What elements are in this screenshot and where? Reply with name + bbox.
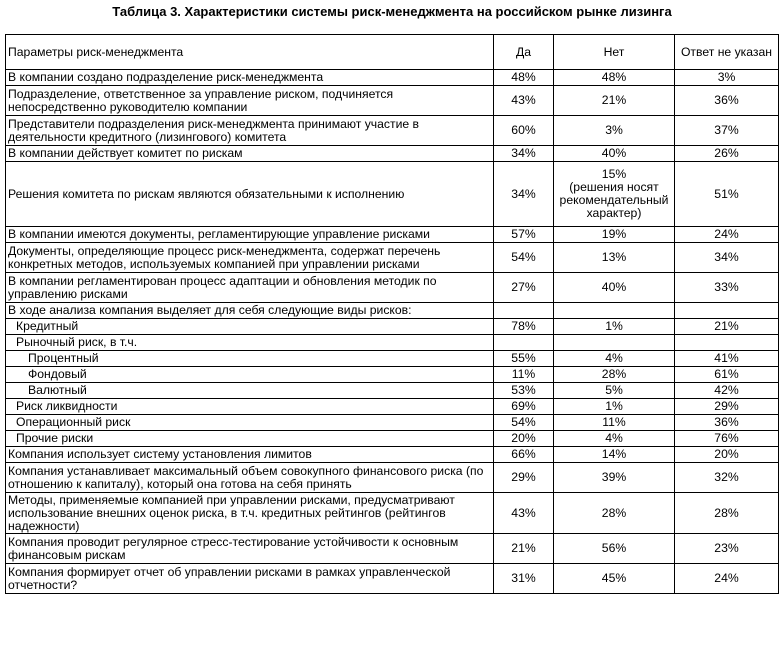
row-na: 51% — [675, 162, 779, 227]
row-no-note: (решения носят рекомендательный характер) — [559, 180, 669, 220]
table-row — [6, 243, 779, 273]
row-no: 11% — [554, 415, 675, 431]
row-na: 42% — [675, 383, 779, 399]
row-yes: 43% — [494, 493, 554, 534]
row-yes: 54% — [494, 415, 554, 431]
row-param: Риск ликвидности — [6, 399, 494, 415]
row-na: 3% — [675, 70, 779, 86]
row-yes: 55% — [494, 351, 554, 367]
row-na: 37% — [675, 116, 779, 146]
row-na: 36% — [675, 415, 779, 431]
risk-management-table — [5, 34, 779, 594]
row-na: 24% — [675, 564, 779, 594]
row-na: 41% — [675, 351, 779, 367]
row-yes: 69% — [494, 399, 554, 415]
row-param: Рыночный риск, в т.ч. — [6, 335, 494, 351]
row-no: 5% — [554, 383, 675, 399]
row-no — [554, 335, 675, 351]
row-param: В ходе анализа компания выделяет для себя следующие виды рисков: — [6, 303, 494, 319]
row-na: 76% — [675, 431, 779, 447]
row-param: В компании действует комитет по рискам — [6, 146, 494, 162]
row-yes: 29% — [494, 463, 554, 493]
table-row — [6, 273, 779, 303]
table-row — [6, 534, 779, 564]
row-no: 4% — [554, 351, 675, 367]
row-param: Кредитный — [6, 319, 494, 335]
header-na: Ответ не указан — [675, 35, 779, 70]
table-row — [6, 399, 779, 415]
row-yes — [494, 303, 554, 319]
row-param: В компании создано подразделение риск-менеджмента — [6, 70, 494, 86]
row-param: Представители подразделения риск-менеджмента принимают участие в деятельности кредитного (лизингового) комитета — [6, 116, 494, 146]
row-no: 1% — [554, 319, 675, 335]
table-row — [6, 564, 779, 594]
row-na: 36% — [675, 86, 779, 116]
row-yes: 31% — [494, 564, 554, 594]
row-yes: 66% — [494, 447, 554, 463]
row-na: 28% — [675, 493, 779, 534]
row-na: 26% — [675, 146, 779, 162]
row-yes: 60% — [494, 116, 554, 146]
table-row — [6, 415, 779, 431]
row-yes: 57% — [494, 227, 554, 243]
table-row — [6, 162, 779, 227]
row-param: Компания формирует отчет об управлении рисками в рамках управленческой отчетности? — [6, 564, 494, 594]
row-param: Подразделение, ответственное за управление риском, подчиняется непосредственно руководителю компании — [6, 86, 494, 116]
header-param: Параметры риск-менеджмента — [6, 35, 494, 70]
row-na: 32% — [675, 463, 779, 493]
header-row — [6, 35, 779, 70]
row-na: 21% — [675, 319, 779, 335]
row-yes: 34% — [494, 146, 554, 162]
row-param: Компания устанавливает максимальный объем совокупного финансового риска (по отношению к капиталу), который она готова на себя принять — [6, 463, 494, 493]
row-no — [554, 303, 675, 319]
row-no: 14% — [554, 447, 675, 463]
row-na: 33% — [675, 273, 779, 303]
row-param: Решения комитета по рискам являются обязательными к исполнению — [6, 162, 494, 227]
row-param: Документы, определяющие процесс риск-менеджмента, содержат перечень конкретных методов, используемых компанией при управлении рисками — [6, 243, 494, 273]
row-param: В компании регламентирован процесс адаптации и обновления методик по управлению рисками — [6, 273, 494, 303]
row-no-value: 15% — [601, 167, 627, 181]
header-yes: Да — [494, 35, 554, 70]
row-param: Фондовый — [6, 367, 494, 383]
table-row — [6, 227, 779, 243]
row-yes: 54% — [494, 243, 554, 273]
table-row — [6, 319, 779, 335]
row-no: 3% — [554, 116, 675, 146]
header-no: Нет — [554, 35, 675, 70]
row-na: 61% — [675, 367, 779, 383]
row-na — [675, 335, 779, 351]
row-na: 34% — [675, 243, 779, 273]
row-param: Компания использует систему установления лимитов — [6, 447, 494, 463]
row-yes: 53% — [494, 383, 554, 399]
row-yes: 43% — [494, 86, 554, 116]
table-title: Таблица 3. Характеристики системы риск-менеджмента на российском рынке лизинга — [112, 4, 672, 19]
row-no: 40% — [554, 146, 675, 162]
row-yes: 78% — [494, 319, 554, 335]
row-no: 4% — [554, 431, 675, 447]
row-no: 56% — [554, 534, 675, 564]
row-no: 40% — [554, 273, 675, 303]
table-row — [6, 303, 779, 319]
row-no: 45% — [554, 564, 675, 594]
row-param: Валютный — [6, 383, 494, 399]
row-na: 20% — [675, 447, 779, 463]
table-row — [6, 367, 779, 383]
row-na — [675, 303, 779, 319]
row-yes — [494, 335, 554, 351]
row-param: Операционный риск — [6, 415, 494, 431]
table-row — [6, 146, 779, 162]
row-no: 13% — [554, 243, 675, 273]
row-yes: 11% — [494, 367, 554, 383]
row-no: 21% — [554, 86, 675, 116]
table-row — [6, 86, 779, 116]
row-no — [554, 162, 675, 227]
row-na: 23% — [675, 534, 779, 564]
table-row — [6, 335, 779, 351]
row-yes: 27% — [494, 273, 554, 303]
row-no: 1% — [554, 399, 675, 415]
row-param: Методы, применяемые компанией при управлении рисками, предусматривают использование внешних оценок риска, в т.ч. кредитных рейтингов (рейтингов надежности) — [6, 493, 494, 534]
row-yes: 20% — [494, 431, 554, 447]
row-no: 48% — [554, 70, 675, 86]
table-row — [6, 116, 779, 146]
row-param: Компания проводит регулярное стресс-тестирование устойчивости к основным финансовым рискам — [6, 534, 494, 564]
row-yes: 34% — [494, 162, 554, 227]
row-no: 28% — [554, 493, 675, 534]
row-yes: 21% — [494, 534, 554, 564]
row-yes: 48% — [494, 70, 554, 86]
row-no: 28% — [554, 367, 675, 383]
row-na: 24% — [675, 227, 779, 243]
table-row — [6, 70, 779, 86]
table-row — [6, 383, 779, 399]
table-row — [6, 463, 779, 493]
row-param: Прочие риски — [6, 431, 494, 447]
table-row — [6, 431, 779, 447]
row-param: В компании имеются документы, регламентирующие управление рисками — [6, 227, 494, 243]
table-row — [6, 351, 779, 367]
row-param: Процентный — [6, 351, 494, 367]
table-row — [6, 447, 779, 463]
row-no: 19% — [554, 227, 675, 243]
row-na: 29% — [675, 399, 779, 415]
row-no: 39% — [554, 463, 675, 493]
table-row — [6, 493, 779, 534]
